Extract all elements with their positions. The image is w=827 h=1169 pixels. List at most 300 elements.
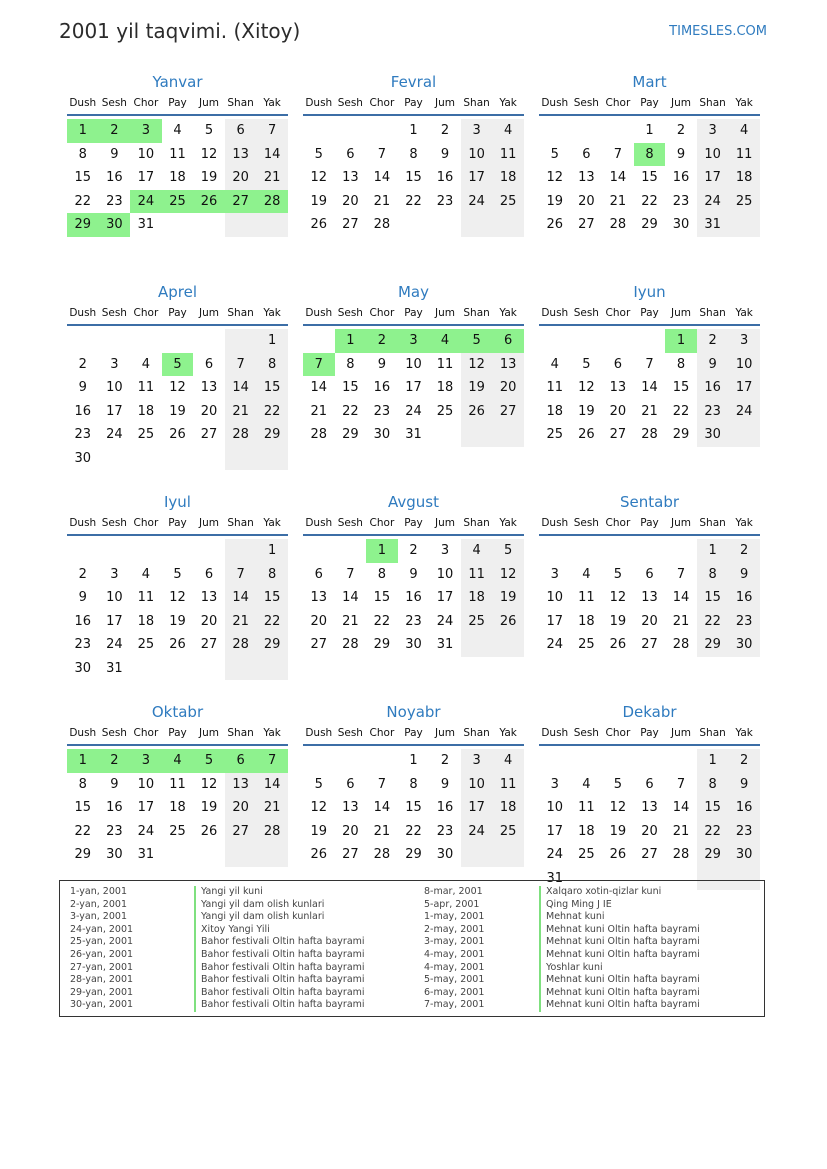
day-cell[interactable]: 9 (728, 563, 760, 587)
day-cell[interactable]: 2 (78, 566, 87, 582)
day-cell[interactable]: 25 (546, 427, 564, 442)
day-cell[interactable]: 24 (546, 847, 564, 862)
day-cell[interactable]: 30 (697, 423, 729, 447)
day-cell[interactable]: 4 (492, 749, 524, 773)
day-cell[interactable]: 9 (676, 146, 686, 162)
day-cell[interactable]: 29 (697, 633, 729, 657)
day-cell[interactable]: 7 (303, 353, 335, 377)
day-cell[interactable]: 18 (169, 170, 186, 185)
day-cell[interactable]: 6 (204, 566, 214, 582)
day-cell[interactable]: 13 (200, 380, 218, 395)
day-cell[interactable]: 16 (728, 586, 760, 610)
day-cell[interactable]: 11 (169, 776, 186, 792)
day-cell[interactable]: 17 (697, 166, 729, 190)
day-cell[interactable]: 9 (377, 356, 387, 372)
day-cell[interactable]: 24 (130, 190, 162, 214)
day-cell[interactable]: 21 (310, 403, 328, 419)
day-cell[interactable]: 29 (256, 423, 288, 447)
day-cell[interactable]: 15 (697, 796, 729, 820)
day-cell[interactable]: 5 (613, 776, 623, 792)
day-cell[interactable]: 20 (310, 613, 328, 629)
day-cell[interactable]: 13 (342, 800, 359, 815)
day-cell[interactable]: 3 (130, 119, 162, 143)
day-cell[interactable]: 20 (342, 823, 359, 839)
day-cell[interactable]: 28 (225, 423, 257, 447)
day-cell[interactable]: 25 (728, 190, 760, 214)
day-cell[interactable]: 10 (106, 590, 123, 605)
day-cell[interactable]: 7 (225, 353, 257, 377)
day-cell[interactable]: 8 (697, 563, 729, 587)
day-cell[interactable]: 2 (728, 749, 760, 773)
day-cell[interactable]: 3 (398, 329, 430, 353)
day-cell[interactable]: 18 (169, 800, 186, 815)
day-cell[interactable]: 25 (461, 610, 493, 634)
day-cell[interactable]: 19 (200, 800, 218, 815)
day-cell[interactable]: 27 (225, 190, 257, 214)
day-cell[interactable]: 16 (74, 403, 92, 419)
day-cell[interactable]: 6 (225, 749, 257, 773)
day-cell[interactable]: 14 (609, 170, 627, 185)
day-cell[interactable]: 10 (546, 590, 564, 605)
day-cell[interactable]: 19 (461, 376, 493, 400)
day-cell[interactable]: 8 (78, 146, 87, 162)
day-cell[interactable]: 26 (461, 400, 493, 424)
day-cell[interactable]: 5 (582, 356, 591, 372)
day-cell[interactable]: 2 (409, 543, 418, 558)
day-cell[interactable]: 19 (609, 823, 627, 839)
day-cell[interactable]: 31 (436, 637, 454, 652)
day-cell[interactable]: 12 (461, 353, 493, 377)
day-cell[interactable]: 16 (106, 800, 123, 815)
day-cell[interactable]: 29 (74, 847, 92, 862)
day-cell[interactable]: 27 (200, 427, 218, 442)
day-cell[interactable]: 25 (162, 190, 194, 214)
day-cell[interactable]: 13 (492, 353, 524, 377)
day-cell[interactable]: 19 (578, 403, 595, 419)
day-cell[interactable]: 3 (550, 566, 559, 582)
day-cell[interactable]: 10 (461, 773, 493, 797)
day-cell[interactable]: 15 (342, 380, 359, 395)
day-cell[interactable]: 28 (672, 637, 690, 652)
day-cell[interactable]: 9 (110, 146, 119, 162)
day-cell[interactable]: 6 (225, 119, 257, 143)
day-cell[interactable]: 23 (697, 400, 729, 424)
day-cell[interactable]: 1 (665, 329, 697, 353)
day-cell[interactable]: 27 (641, 637, 658, 652)
day-cell[interactable]: 2 (697, 329, 729, 353)
day-cell[interactable]: 21 (609, 193, 627, 209)
day-cell[interactable]: 6 (582, 146, 591, 162)
day-cell[interactable]: 21 (256, 796, 288, 820)
day-cell[interactable]: 26 (310, 847, 328, 862)
day-cell[interactable]: 5 (550, 146, 559, 162)
day-cell[interactable]: 11 (546, 380, 564, 395)
day-cell[interactable]: 22 (373, 613, 391, 629)
day-cell[interactable]: 28 (256, 190, 288, 214)
day-cell[interactable]: 17 (137, 800, 155, 815)
day-cell[interactable]: 13 (578, 170, 595, 185)
day-cell[interactable]: 22 (672, 403, 690, 419)
day-cell[interactable]: 28 (256, 820, 288, 844)
day-cell[interactable]: 15 (373, 590, 391, 605)
day-cell[interactable]: 13 (225, 773, 257, 797)
day-cell[interactable]: 25 (578, 637, 595, 652)
day-cell[interactable]: 24 (106, 427, 123, 442)
day-cell[interactable]: 7 (256, 119, 288, 143)
day-cell[interactable]: 24 (728, 400, 760, 424)
day-cell[interactable]: 22 (405, 823, 422, 839)
day-cell[interactable]: 17 (436, 590, 454, 605)
day-cell[interactable]: 29 (342, 427, 359, 442)
day-cell[interactable]: 17 (728, 376, 760, 400)
day-cell[interactable]: 9 (728, 773, 760, 797)
day-cell[interactable]: 10 (137, 146, 155, 162)
day-cell[interactable]: 3 (110, 356, 119, 372)
day-cell[interactable]: 23 (106, 193, 123, 209)
day-cell[interactable]: 22 (74, 823, 92, 839)
day-cell[interactable]: 15 (405, 170, 422, 185)
day-cell[interactable]: 24 (461, 820, 493, 844)
day-cell[interactable]: 10 (728, 353, 760, 377)
day-cell[interactable]: 30 (74, 450, 92, 466)
day-cell[interactable]: 4 (461, 539, 493, 563)
day-cell[interactable]: 29 (373, 637, 391, 652)
day-cell[interactable]: 2 (676, 123, 686, 138)
day-cell[interactable]: 3 (110, 566, 119, 582)
day-cell[interactable]: 28 (641, 427, 658, 442)
day-cell[interactable]: 30 (436, 847, 454, 862)
day-cell[interactable]: 15 (256, 586, 288, 610)
day-cell[interactable]: 18 (137, 613, 155, 629)
day-cell[interactable]: 23 (106, 823, 123, 839)
day-cell[interactable]: 7 (645, 356, 654, 372)
day-cell[interactable]: 8 (409, 776, 418, 792)
site-link[interactable]: TIMESLES.COM (669, 24, 767, 39)
day-cell[interactable]: 25 (492, 190, 524, 214)
day-cell[interactable]: 18 (728, 166, 760, 190)
day-cell[interactable]: 4 (162, 749, 194, 773)
day-cell[interactable]: 4 (582, 776, 591, 792)
day-cell[interactable]: 8 (409, 146, 418, 162)
day-cell[interactable]: 3 (697, 119, 729, 143)
day-cell[interactable]: 21 (225, 610, 257, 634)
day-cell[interactable]: 10 (436, 566, 454, 582)
day-cell[interactable]: 23 (405, 613, 422, 629)
day-cell[interactable]: 20 (342, 193, 359, 209)
day-cell[interactable]: 20 (641, 613, 658, 629)
day-cell[interactable]: 28 (225, 633, 257, 657)
day-cell[interactable]: 25 (578, 847, 595, 862)
day-cell[interactable]: 2 (440, 753, 450, 768)
day-cell[interactable]: 12 (492, 563, 524, 587)
day-cell[interactable]: 16 (436, 170, 454, 185)
day-cell[interactable]: 15 (405, 800, 422, 815)
day-cell[interactable]: 2 (99, 749, 131, 773)
day-cell[interactable]: 5 (314, 146, 323, 162)
day-cell[interactable]: 5 (204, 123, 214, 138)
day-cell[interactable]: 10 (137, 776, 155, 792)
day-cell[interactable]: 21 (256, 166, 288, 190)
day-cell[interactable]: 16 (436, 800, 454, 815)
day-cell[interactable]: 15 (672, 380, 690, 395)
day-cell[interactable]: 12 (609, 800, 627, 815)
day-cell[interactable]: 18 (492, 166, 524, 190)
day-cell[interactable]: 26 (169, 637, 186, 652)
day-cell[interactable]: 28 (373, 217, 391, 232)
day-cell[interactable]: 3 (440, 543, 450, 558)
day-cell[interactable]: 26 (200, 823, 218, 839)
day-cell[interactable]: 20 (641, 823, 658, 839)
day-cell[interactable]: 13 (225, 143, 257, 167)
day-cell[interactable]: 14 (310, 380, 328, 395)
day-cell[interactable]: 11 (578, 590, 595, 605)
day-cell[interactable]: 27 (225, 820, 257, 844)
day-cell[interactable]: 11 (492, 143, 524, 167)
day-cell[interactable]: 11 (436, 356, 454, 372)
day-cell[interactable]: 16 (697, 376, 729, 400)
day-cell[interactable]: 20 (492, 376, 524, 400)
day-cell[interactable]: 6 (204, 356, 214, 372)
day-cell[interactable]: 24 (546, 637, 564, 652)
day-cell[interactable]: 23 (728, 610, 760, 634)
day-cell[interactable]: 1 (409, 123, 418, 138)
day-cell[interactable]: 3 (728, 329, 760, 353)
day-cell[interactable]: 10 (461, 143, 493, 167)
day-cell[interactable]: 2 (78, 356, 87, 372)
day-cell[interactable]: 22 (342, 403, 359, 419)
day-cell[interactable]: 27 (200, 637, 218, 652)
day-cell[interactable]: 27 (342, 847, 359, 862)
day-cell[interactable]: 1 (67, 749, 99, 773)
day-cell[interactable]: 31 (697, 213, 729, 237)
day-cell[interactable]: 13 (609, 380, 627, 395)
day-cell[interactable]: 28 (373, 847, 391, 862)
day-cell[interactable]: 10 (106, 380, 123, 395)
day-cell[interactable]: 5 (193, 749, 225, 773)
day-cell[interactable]: 4 (728, 119, 760, 143)
day-cell[interactable]: 20 (609, 403, 627, 419)
day-cell[interactable]: 12 (200, 146, 218, 162)
day-cell[interactable]: 17 (405, 380, 422, 395)
day-cell[interactable]: 26 (310, 217, 328, 232)
day-cell[interactable]: 7 (377, 146, 387, 162)
day-cell[interactable]: 29 (256, 633, 288, 657)
day-cell[interactable]: 29 (405, 847, 422, 862)
day-cell[interactable]: 24 (405, 403, 422, 419)
day-cell[interactable]: 9 (110, 776, 119, 792)
day-cell[interactable]: 8 (377, 566, 387, 582)
day-cell[interactable]: 30 (74, 660, 92, 676)
day-cell[interactable]: 16 (728, 796, 760, 820)
day-cell[interactable]: 19 (310, 193, 328, 209)
day-cell[interactable]: 17 (461, 166, 493, 190)
day-cell[interactable]: 13 (310, 590, 328, 605)
day-cell[interactable]: 6 (346, 776, 355, 792)
day-cell[interactable]: 4 (550, 356, 559, 372)
day-cell[interactable]: 26 (492, 610, 524, 634)
day-cell[interactable]: 12 (169, 590, 186, 605)
day-cell[interactable]: 29 (697, 843, 729, 867)
day-cell[interactable]: 3 (130, 749, 162, 773)
day-cell[interactable]: 21 (373, 193, 391, 209)
day-cell[interactable]: 16 (672, 170, 690, 185)
day-cell[interactable]: 15 (74, 800, 92, 815)
day-cell[interactable]: 21 (641, 403, 658, 419)
day-cell[interactable]: 18 (492, 796, 524, 820)
day-cell[interactable]: 8 (78, 776, 87, 792)
day-cell[interactable]: 26 (578, 427, 595, 442)
day-cell[interactable]: 9 (440, 776, 450, 792)
day-cell[interactable]: 7 (225, 563, 257, 587)
day-cell[interactable]: 6 (613, 356, 623, 372)
day-cell[interactable]: 22 (641, 193, 658, 209)
day-cell[interactable]: 28 (310, 427, 328, 442)
day-cell[interactable]: 6 (346, 146, 355, 162)
day-cell[interactable]: 18 (546, 403, 564, 419)
day-cell[interactable]: 14 (256, 143, 288, 167)
day-cell[interactable]: 16 (74, 613, 92, 629)
day-cell[interactable]: 15 (74, 170, 92, 185)
day-cell[interactable]: 1 (697, 539, 729, 563)
day-cell[interactable]: 21 (225, 400, 257, 424)
day-cell[interactable]: 11 (578, 800, 595, 815)
day-cell[interactable]: 3 (461, 749, 493, 773)
day-cell[interactable]: 12 (200, 776, 218, 792)
day-cell[interactable]: 28 (672, 847, 690, 862)
day-cell[interactable]: 12 (609, 590, 627, 605)
day-cell[interactable]: 11 (137, 590, 155, 605)
day-cell[interactable]: 25 (436, 403, 454, 419)
day-cell[interactable]: 31 (405, 427, 422, 442)
day-cell[interactable]: 18 (461, 586, 493, 610)
day-cell[interactable]: 12 (578, 380, 595, 395)
day-cell[interactable]: 28 (342, 637, 359, 652)
day-cell[interactable]: 9 (78, 380, 87, 395)
day-cell[interactable]: 5 (314, 776, 323, 792)
day-cell[interactable]: 19 (200, 170, 218, 185)
day-cell[interactable]: 23 (436, 193, 454, 209)
day-cell[interactable]: 7 (256, 749, 288, 773)
day-cell[interactable]: 3 (461, 119, 493, 143)
day-cell[interactable]: 8 (634, 143, 666, 167)
day-cell[interactable]: 24 (137, 823, 155, 839)
day-cell[interactable]: 12 (169, 380, 186, 395)
day-cell[interactable]: 20 (578, 193, 595, 209)
day-cell[interactable]: 17 (461, 796, 493, 820)
day-cell[interactable]: 16 (106, 170, 123, 185)
day-cell[interactable]: 12 (546, 170, 564, 185)
day-cell[interactable]: 4 (582, 566, 591, 582)
day-cell[interactable]: 4 (492, 119, 524, 143)
day-cell[interactable]: 8 (346, 356, 355, 372)
day-cell[interactable]: 14 (641, 380, 658, 395)
day-cell[interactable]: 14 (672, 800, 690, 815)
day-cell[interactable]: 27 (609, 427, 627, 442)
day-cell[interactable]: 20 (225, 166, 257, 190)
day-cell[interactable]: 22 (74, 193, 92, 209)
day-cell[interactable]: 2 (99, 119, 131, 143)
day-cell[interactable]: 14 (373, 170, 391, 185)
day-cell[interactable]: 10 (405, 356, 422, 372)
day-cell[interactable]: 23 (436, 823, 454, 839)
day-cell[interactable]: 1 (256, 329, 288, 353)
day-cell[interactable]: 7 (676, 566, 686, 582)
day-cell[interactable]: 9 (78, 590, 87, 605)
day-cell[interactable]: 26 (609, 847, 627, 862)
day-cell[interactable]: 30 (728, 843, 760, 867)
day-cell[interactable]: 30 (728, 633, 760, 657)
day-cell[interactable]: 30 (405, 637, 422, 652)
day-cell[interactable]: 18 (578, 823, 595, 839)
day-cell[interactable]: 19 (546, 193, 564, 209)
day-cell[interactable]: 23 (728, 820, 760, 844)
day-cell[interactable]: 8 (697, 773, 729, 797)
day-cell[interactable]: 17 (106, 613, 123, 629)
day-cell[interactable]: 31 (546, 870, 564, 886)
day-cell[interactable]: 17 (546, 613, 564, 629)
day-cell[interactable]: 14 (256, 773, 288, 797)
day-cell[interactable]: 3 (550, 776, 559, 792)
day-cell[interactable]: 9 (697, 353, 729, 377)
day-cell[interactable]: 31 (137, 847, 155, 862)
day-cell[interactable]: 5 (162, 353, 194, 377)
day-cell[interactable]: 16 (373, 380, 391, 395)
day-cell[interactable]: 4 (141, 566, 151, 582)
day-cell[interactable]: 23 (74, 427, 92, 442)
day-cell[interactable]: 24 (106, 637, 123, 652)
day-cell[interactable]: 27 (310, 637, 328, 652)
day-cell[interactable]: 7 (377, 776, 387, 792)
day-cell[interactable]: 9 (409, 566, 418, 582)
day-cell[interactable]: 19 (492, 586, 524, 610)
day-cell[interactable]: 19 (169, 403, 186, 419)
day-cell[interactable]: 15 (641, 170, 658, 185)
day-cell[interactable]: 17 (106, 403, 123, 419)
day-cell[interactable]: 18 (137, 403, 155, 419)
day-cell[interactable]: 30 (672, 217, 690, 232)
day-cell[interactable]: 10 (697, 143, 729, 167)
day-cell[interactable]: 1 (697, 749, 729, 773)
day-cell[interactable]: 8 (256, 353, 288, 377)
day-cell[interactable]: 22 (697, 610, 729, 634)
day-cell[interactable]: 18 (578, 613, 595, 629)
day-cell[interactable]: 12 (310, 800, 328, 815)
day-cell[interactable]: 29 (672, 427, 690, 442)
day-cell[interactable]: 1 (67, 119, 99, 143)
day-cell[interactable]: 17 (546, 823, 564, 839)
day-cell[interactable]: 19 (609, 613, 627, 629)
day-cell[interactable]: 1 (256, 539, 288, 563)
day-cell[interactable]: 19 (169, 613, 186, 629)
day-cell[interactable]: 31 (137, 217, 155, 232)
day-cell[interactable]: 11 (137, 380, 155, 395)
day-cell[interactable]: 13 (342, 170, 359, 185)
day-cell[interactable]: 7 (346, 566, 355, 582)
day-cell[interactable]: 11 (461, 563, 493, 587)
day-cell[interactable]: 25 (137, 427, 155, 442)
day-cell[interactable]: 4 (429, 329, 461, 353)
day-cell[interactable]: 2 (440, 123, 450, 138)
day-cell[interactable]: 1 (335, 329, 367, 353)
day-cell[interactable]: 12 (310, 170, 328, 185)
day-cell[interactable]: 11 (169, 146, 186, 162)
day-cell[interactable]: 11 (492, 773, 524, 797)
day-cell[interactable]: 31 (106, 660, 123, 676)
day-cell[interactable]: 21 (342, 613, 359, 629)
day-cell[interactable]: 23 (672, 193, 690, 209)
day-cell[interactable]: 10 (546, 800, 564, 815)
day-cell[interactable]: 2 (366, 329, 398, 353)
